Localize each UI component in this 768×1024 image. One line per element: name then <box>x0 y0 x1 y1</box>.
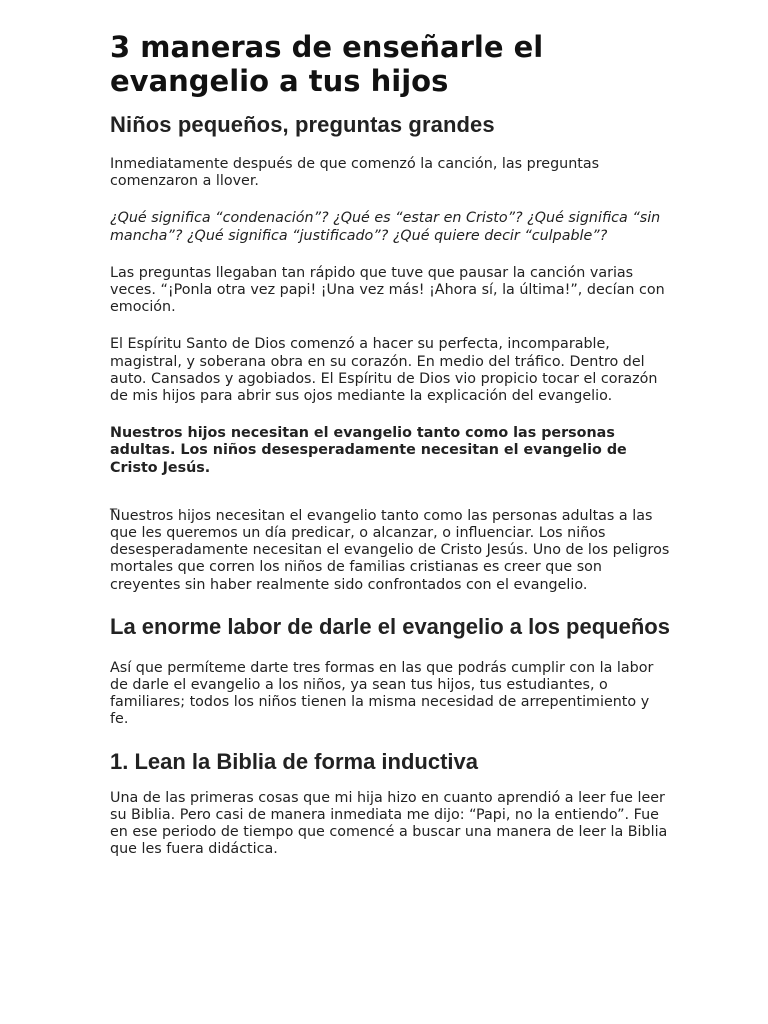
point-1-heading: 1. Lean la Biblia de forma inductiva <box>110 748 478 774</box>
section-heading: La enorme labor de darle el evangelio a los pequeños <box>110 613 670 639</box>
paragraph-song: Las preguntas llegaban tan rápido que tuve que pausar la canción varias veces. “¡Ponla otra vez papi! ¡Una vez más! ¡Ahora sí, la última!”, decían con emoción. <box>110 264 665 316</box>
paragraph-inductive: Una de las primeras cosas que mi hija hizo en cuanto aprendió a leer fue leer su Biblia. Pero casi de manera inmediata me dijo: “Papi, no la entiendo”. Fue en ese periodo de tiempo que comencé a buscar una manera de leer la Biblia que les fuera didáctica. <box>110 789 668 858</box>
article <box>110 30 670 858</box>
article-subtitle: Niños pequeños, preguntas grandes <box>110 112 495 137</box>
separator: _ <box>110 493 118 510</box>
paragraph-holy-spirit: El Espíritu Santo de Dios comenzó a hacer su perfecta, incomparable, magistral, y soberana obra en su corazón. En medio del tráfico. Dentro del auto. Cansados y agobiados. El Espíritu de Dios vio propicio tocar el corazón de mis hijos para abrir sus ojos mediante la explicación del evangelio. <box>110 336 658 405</box>
paragraph-questions: ¿Qué significa “condenación”? ¿Qué es “estar en Cristo”? ¿Qué significa “sin mancha”? ¿Qué significa “justificado”? ¿Qué quiere decir “culpable”? <box>110 210 661 244</box>
paragraph-intro: Inmediatamente después de que comenzó la canción, las preguntas comenzaron a llover. <box>110 156 600 190</box>
pull-quote: Nuestros hijos necesitan el evangelio tanto como las personas adultas. Los niños desesperadamente necesitan el evangelio de Cristo Jesús. <box>110 425 627 476</box>
paragraph-need: Nuestros hijos necesitan el evangelio tanto como las personas adultas a las que les queremos un día predicar, o alcanzar, o influenciar. Los niños desesperadamente necesitan el evangelio de Cristo Jesús. Uno de los peligros mortales que corren los niños de familias cristianas es creer que son creyentes sin haber realmente sido confrontados con el evangelio. <box>110 507 670 593</box>
article-title: 3 maneras de enseñarle el evangelio a tus hijos <box>110 30 544 98</box>
paragraph-three-ways: Así que permíteme darte tres formas en las que podrás cumplir con la labor de darle el evangelio a los niños, ya sean tus hijos, tus estudiantes, o familiares; todos los niños tienen la misma necesidad de arrepentimiento y fe. <box>110 659 654 728</box>
